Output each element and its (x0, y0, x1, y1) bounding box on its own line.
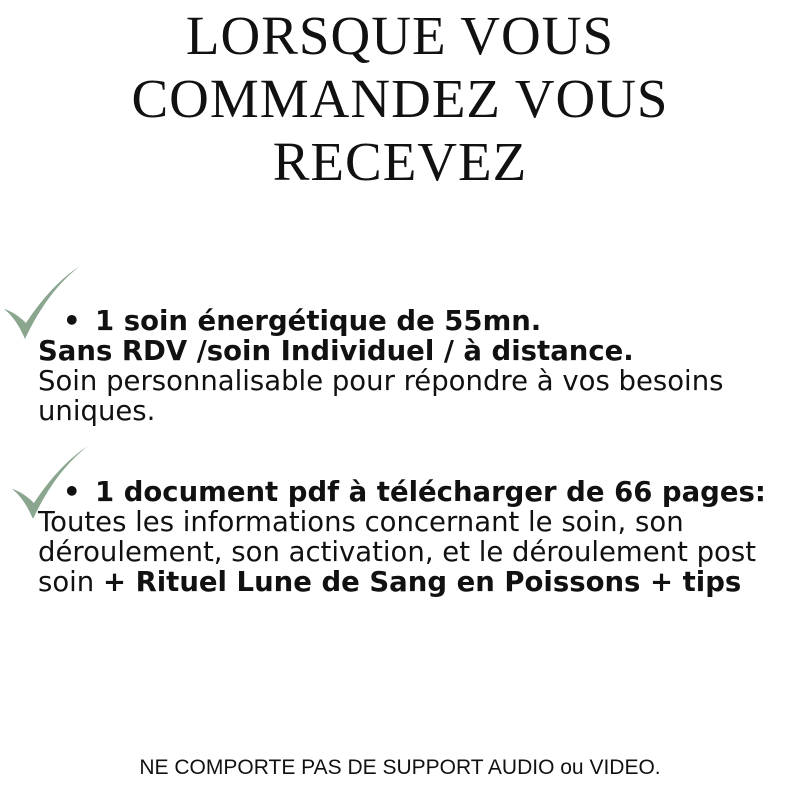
item-heading (38, 306, 788, 336)
item-description: Soin personnalisable pour répondre à vos besoins uniques. (38, 365, 724, 427)
bullet-dot: • (63, 476, 81, 508)
list-item (38, 306, 788, 426)
title-line-2: COMMANDEZ VOUS (131, 68, 669, 129)
item-heading-text: 1 soin énergétique de 55mn. (95, 305, 542, 337)
title-line-1: LORSQUE VOUS (185, 5, 615, 66)
item-heading (38, 477, 788, 507)
list-item (38, 477, 788, 597)
title-line-3: RECEVEZ (272, 131, 528, 192)
footer-note: NE COMPORTE PAS DE SUPPORT AUDIO ou VIDEO. (139, 756, 661, 779)
item-description-text: Toutes les informations concernant le soin, son déroulement, son activation, et le déroulement post soin (38, 506, 756, 598)
item-heading-text: 1 document pdf à télécharger de 66 pages: (95, 476, 766, 508)
bullet-dot: • (63, 305, 81, 337)
item-description (38, 507, 788, 597)
item-subheading: Sans RDV /soin Individuel / à distance. (38, 335, 634, 367)
page-title (0, 4, 800, 193)
item-description-bold: + Rituel Lune de Sang en Poissons + tips (102, 566, 742, 598)
